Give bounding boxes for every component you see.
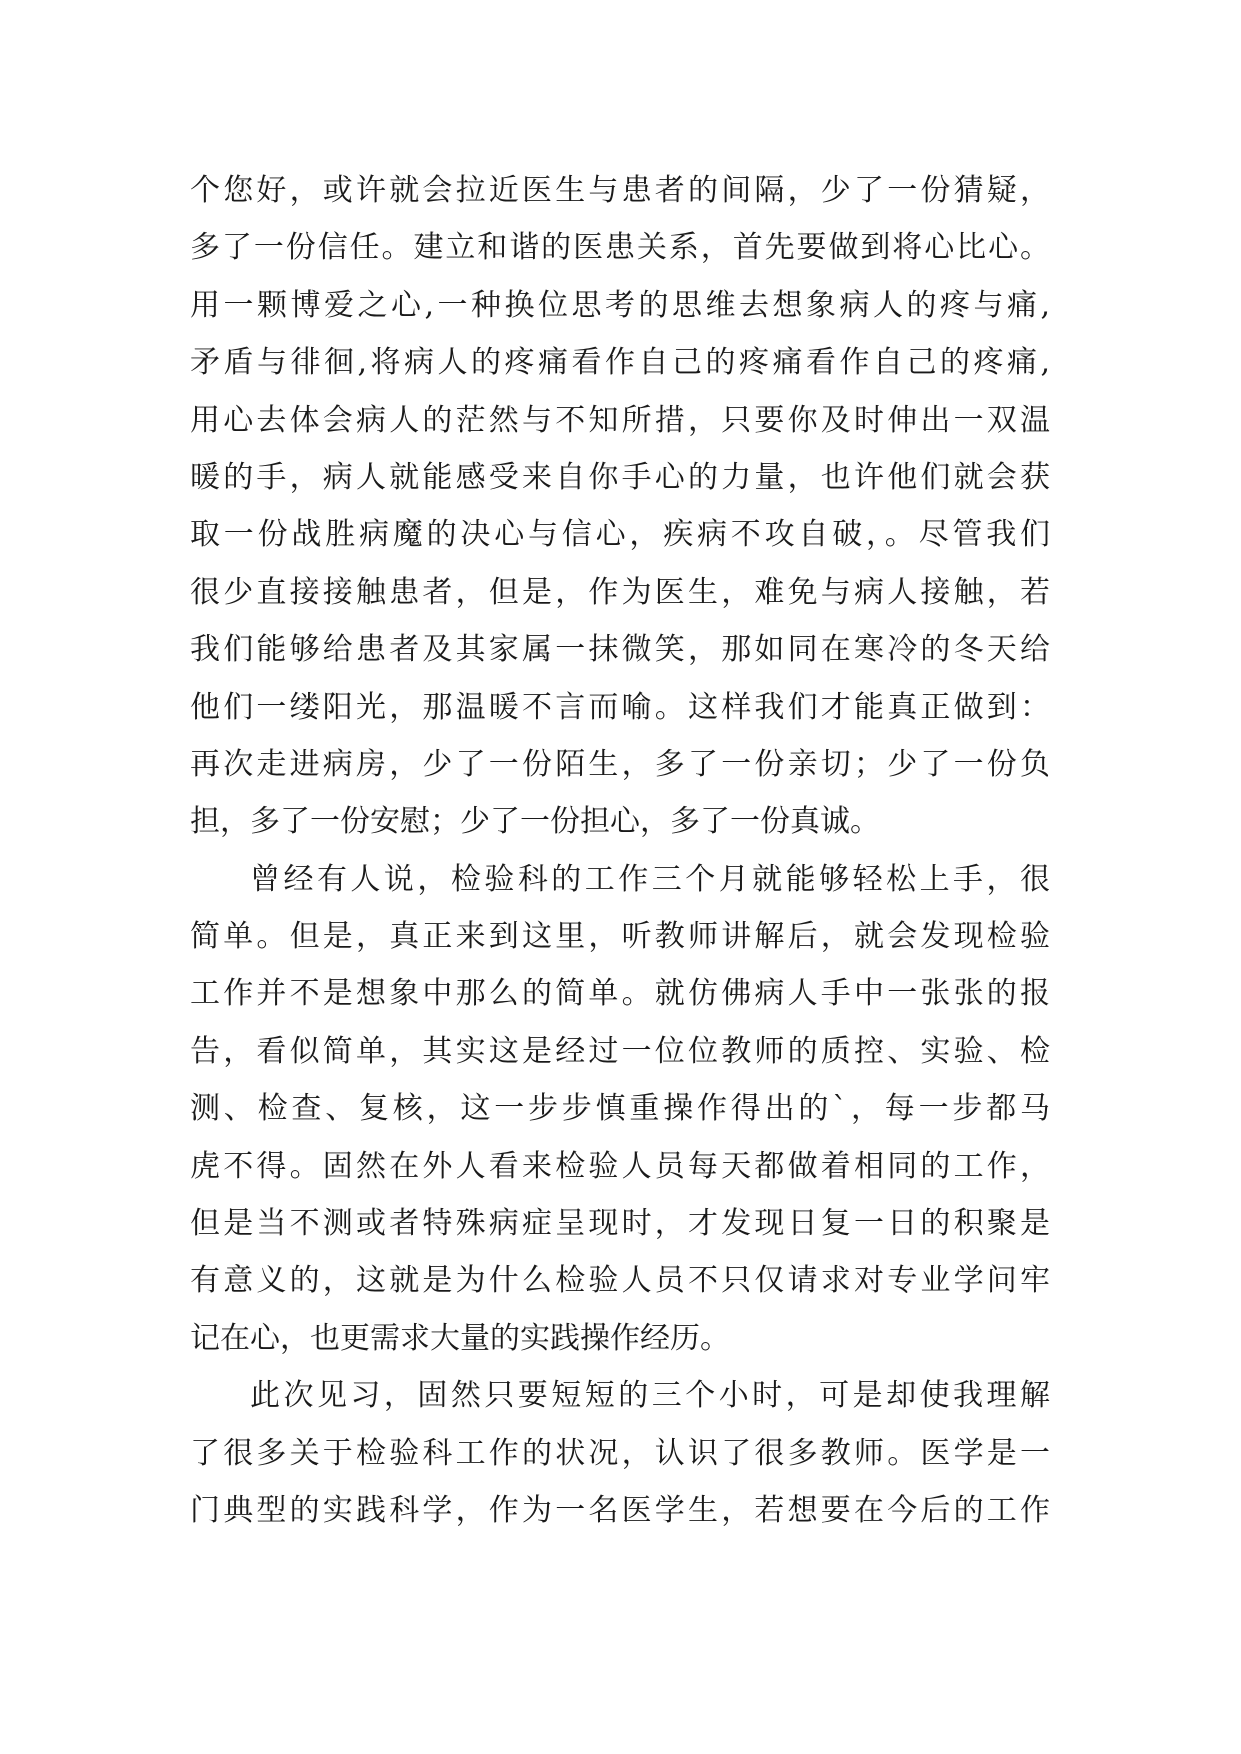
- text-line: 他们一缕阳光，那温暖不言而喻。这样我们才能真正做到：: [190, 689, 1050, 725]
- document-body: [190, 162, 1050, 1539]
- text-line: 个您好，或许就会拉近医生与患者的间隔，少了一份猜疑，: [190, 173, 1050, 208]
- text-line: 测、检查、复核，这一步步慎重操作得出的`，每一步都马: [190, 1091, 1050, 1127]
- text-line: 暖的手，病人就能感受来自你手心的力量，也许他们就会获: [190, 459, 1050, 495]
- text-line: 担，多了一份安慰；少了一份担心，多了一份真诚。: [190, 804, 880, 840]
- paragraph-1: [190, 162, 1050, 851]
- paragraph-2: [190, 851, 1050, 1368]
- text-line: 简单。但是，真正来到这里，听教师讲解后，就会发现检验: [190, 919, 1050, 955]
- text-line: 工作并不是想象中那么的简单。就仿佛病人手中一张张的报: [190, 976, 1050, 1012]
- text-line: 取一份战胜病魔的决心与信心，疾病不攻自破，。尽管我们: [190, 517, 1050, 553]
- text-line: 矛盾与徘徊,将病人的疼痛看作自己的疼痛看作自己的疼痛,: [190, 345, 1050, 381]
- text-line: 但是当不测或者特殊病症呈现时，才发现日复一日的积聚是: [190, 1206, 1050, 1242]
- text-line: 曾经有人说，检验科的工作三个月就能够轻松上手，很: [250, 861, 1050, 897]
- text-line: 再次走进病房，少了一份陌生，多了一份亲切；少了一份负: [190, 746, 1050, 782]
- text-line: 用心去体会病人的茫然与不知所措，只要你及时伸出一双温: [190, 402, 1050, 438]
- text-line: 虎不得。固然在外人看来检验人员每天都做着相同的工作，: [190, 1148, 1050, 1184]
- text-line: 了很多关于检验科工作的状况，认识了很多教师。医学是一: [190, 1435, 1050, 1471]
- text-line: 门典型的实践科学，作为一名医学生，若想要在今后的工作: [190, 1492, 1050, 1528]
- text-line: 多了一份信任。建立和谐的医患关系，首先要做到将心比心。: [190, 230, 1050, 266]
- text-line: 记在心，也更需求大量的实践操作经历。: [190, 1320, 730, 1356]
- text-line: 我们能够给患者及其家属一抹微笑，那如同在寒冷的冬天给: [190, 632, 1050, 668]
- text-line: 告，看似简单，其实这是经过一位位教师的质控、实验、检: [190, 1033, 1050, 1069]
- text-line: 用一颗博爱之心,一种换位思考的思维去想象病人的疼与痛,: [190, 287, 1050, 323]
- text-line: 此次见习，固然只要短短的三个小时，可是却使我理解: [250, 1378, 1050, 1414]
- paragraph-3: [190, 1367, 1050, 1539]
- text-line: 很少直接接触患者，但是，作为医生，难免与病人接触，若: [190, 574, 1050, 610]
- text-line: 有意义的，这就是为什么检验人员不只仅请求对专业学问牢: [190, 1263, 1050, 1299]
